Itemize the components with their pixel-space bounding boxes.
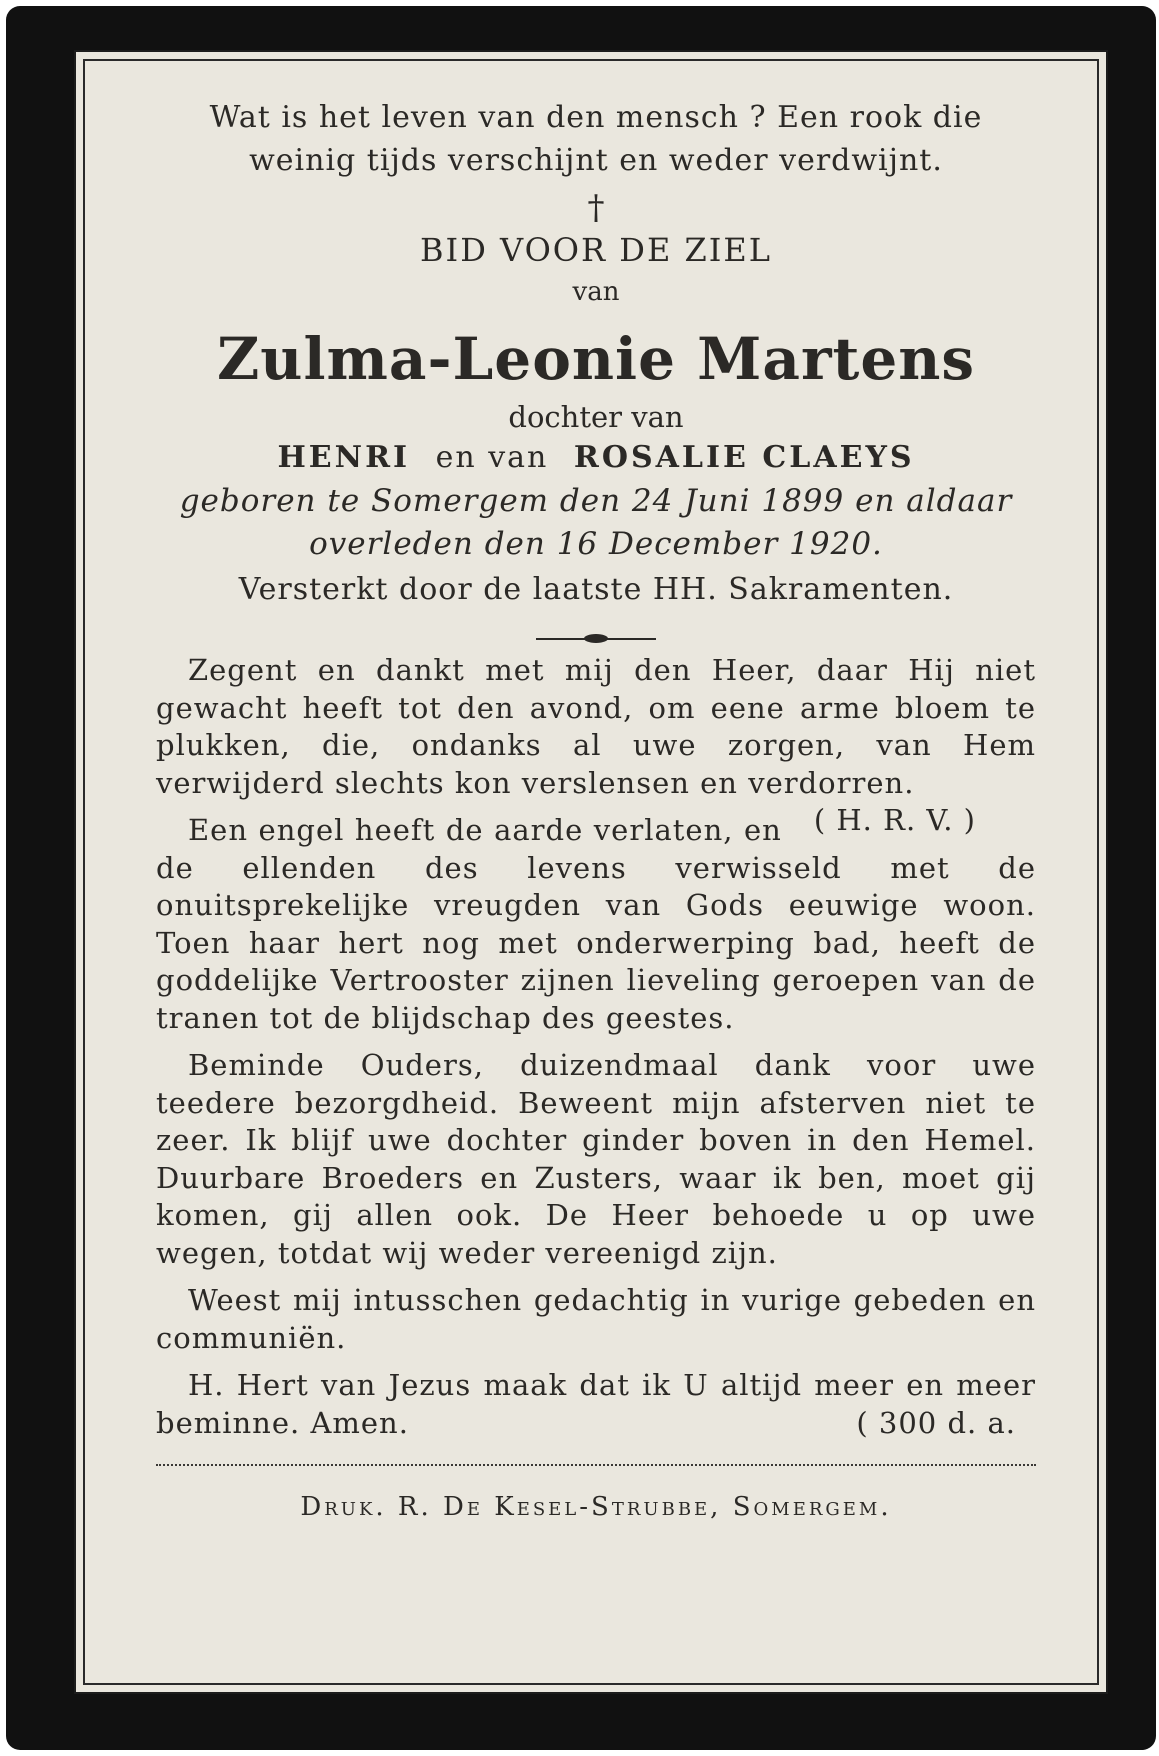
dotted-divider bbox=[156, 1464, 1036, 1466]
father-name: HENRI bbox=[277, 440, 411, 475]
card-content bbox=[156, 96, 1036, 1522]
verse-line-2: weinig tijds verschijnt en weder verdwijnt. bbox=[249, 143, 943, 178]
verse-line-1: Wat is het leven van den mensch ? Een rook die bbox=[209, 100, 983, 135]
pray-heading: BID VOOR DE ZIEL bbox=[420, 231, 772, 269]
paragraph-1-source: ( H. R. V. ) bbox=[813, 803, 976, 837]
deceased-name: Zulma-Leonie Martens bbox=[216, 325, 976, 393]
paragraph-4: Weest mij intusschen gedachtig in vurige gebeden en communiën. bbox=[156, 1283, 1036, 1355]
parents-line bbox=[156, 436, 1036, 480]
paragraph-5-text: H. Hert van Jezus maak dat ik U altijd meer en meer beminne. Amen. bbox=[156, 1368, 1036, 1440]
card-paper bbox=[74, 50, 1108, 1694]
paragraph-1 bbox=[156, 652, 1036, 837]
divider-center-icon bbox=[584, 634, 608, 643]
daughter-of: dochter van bbox=[508, 400, 684, 434]
paragraph-3: Beminde Ouders, duizendmaal dank voor uwe teedere bezorgdheid. Beweent mijn afsterven niet te zeer. Ik blijf uwe dochter ginder boven in den Hemel. Duurbare Broeders en Zusters, waar ik ben, moet gij komen, gij allen ook. De Heer behoede u op uwe wegen, totdat wij weder vereenigd zijn. bbox=[156, 1048, 1036, 1270]
paragraph-5 bbox=[156, 1367, 1036, 1442]
and-of-text: en van bbox=[435, 440, 549, 475]
indulgence-note: ( 300 d. a. bbox=[856, 1405, 1016, 1440]
memorial-card bbox=[6, 6, 1156, 1750]
paragraph-2: Een engel heeft de aarde verlaten, en de ellenden des levens verwisseld met de onuitsprekelijke vreugden van Gods eeuwige woon. Toen haar hert nog met onderwerping bad, heeft de goddelijke Vertrooster zijnen lieveling geroepen van de tranen tot de blijdschap des geestes. bbox=[156, 813, 1036, 1035]
cross-icon: † bbox=[587, 188, 605, 228]
opening-verse bbox=[156, 96, 1036, 182]
mother-name: ROSALIE CLAEYS bbox=[573, 440, 915, 475]
paragraph-1-text: Zegent en dankt met mij den Heer, daar Hij niet gewacht heeft tot den avond, om eene arme bloem te plukken, die, ondanks al uwe zorgen, van Hem verwijderd slechts kon verslensen en verdorren. bbox=[156, 653, 1036, 800]
death-line: overleden den 16 December 1920. bbox=[309, 526, 883, 562]
printer-credit: Druk. R. De Kesel-Strubbe, Somergem. bbox=[300, 1492, 892, 1522]
sacraments-line: Versterkt door de laatste HH. Sakramenten. bbox=[238, 572, 954, 607]
divider-ornament bbox=[156, 628, 1036, 642]
van-text: van bbox=[572, 277, 620, 307]
birth-line: geboren te Somergem den 24 Juni 1899 en aldaar bbox=[179, 483, 1013, 519]
